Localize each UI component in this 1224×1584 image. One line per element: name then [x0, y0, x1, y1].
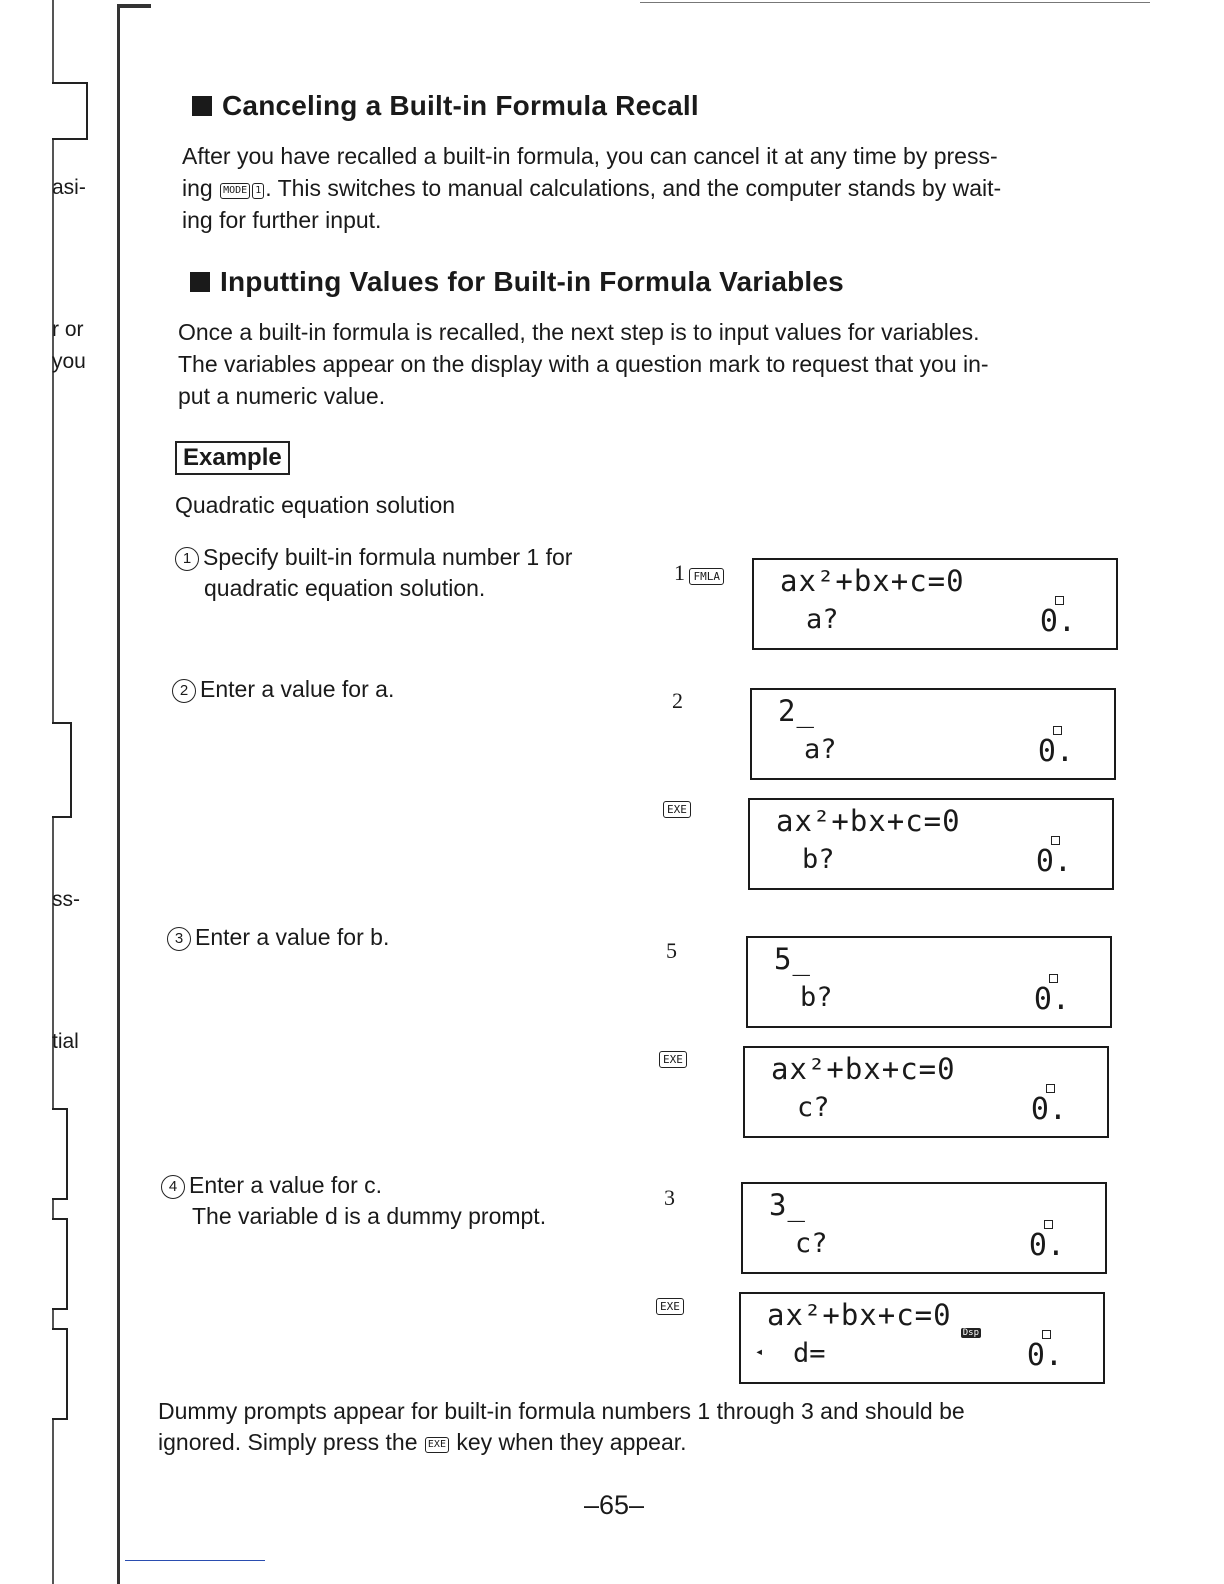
display-value: 0.	[1039, 604, 1076, 639]
section1-body	[182, 140, 1127, 236]
left-arrow-icon: ◂	[755, 1344, 764, 1360]
display-line1: ax²+bx+c=0	[776, 804, 961, 838]
lcd-display	[739, 1292, 1105, 1384]
margin-box	[52, 82, 88, 140]
display-line1: 2_	[778, 694, 815, 728]
bullet-square-icon	[190, 272, 210, 292]
step-text: Enter a value for b.	[195, 924, 390, 950]
exe-key-icon: EXE	[659, 1051, 687, 1068]
section-heading-inputting	[190, 266, 844, 298]
digit-key: 3	[664, 1185, 675, 1210]
display-line1: ax²+bx+c=0	[771, 1052, 956, 1086]
fmla-key-icon: FMLA	[689, 568, 724, 585]
digit-key: 1	[674, 560, 685, 585]
exe-key-icon: EXE	[663, 801, 691, 818]
paragraph-line: ing for further input.	[182, 207, 382, 233]
digit-key: 5	[666, 938, 677, 963]
margin-box	[52, 722, 72, 818]
paragraph-line: After you have recalled a built-in formula, you can cancel it at any time by press-	[182, 143, 998, 169]
display-line1: ax²+bx+c=0	[767, 1298, 952, 1332]
display-value: 0.	[1030, 1092, 1067, 1127]
display-line2: c?	[797, 1092, 830, 1123]
display-value: 0.	[1035, 844, 1072, 879]
lcd-display	[741, 1182, 1107, 1274]
one-key-icon: 1	[252, 183, 264, 199]
section2-body	[178, 316, 1123, 412]
section-heading-canceling	[192, 90, 699, 122]
lcd-display	[743, 1046, 1109, 1138]
binding-curl	[117, 4, 151, 8]
paragraph-line: The variables appear on the display with a question mark to request that you in-	[178, 351, 989, 377]
margin-fragment: asi-	[52, 176, 86, 199]
exe-key-icon: EXE	[656, 1298, 684, 1315]
lcd-display	[752, 558, 1118, 650]
step-text: Specify built-in formula number 1 for	[203, 544, 573, 570]
top-rule	[640, 2, 1150, 3]
margin-box	[52, 1218, 68, 1310]
step-text: Enter a value for a.	[200, 676, 395, 702]
text: . This switches to manual calculations, and the computer stands by wait-	[265, 175, 1002, 201]
dsp-indicator: Dsp	[962, 1328, 979, 1338]
key-sequence-3	[663, 800, 691, 818]
step-number: 2	[172, 679, 196, 703]
page-number: –65–	[584, 1490, 645, 1520]
digit-key: 2	[672, 688, 683, 713]
display-line1: 3_	[769, 1188, 806, 1222]
display-line2: c?	[795, 1228, 828, 1259]
step-3	[167, 922, 647, 953]
bullet-square-icon	[192, 96, 212, 116]
display-value: 0.	[1037, 734, 1074, 769]
step-4	[161, 1170, 641, 1232]
mode-key-icon: MODE	[220, 183, 250, 199]
display-line1: ax²+bx+c=0	[780, 564, 965, 598]
exe-key-icon: EXE	[425, 1437, 449, 1453]
key-sequence-7	[656, 1297, 684, 1315]
display-value: 0.	[1033, 982, 1070, 1017]
lcd-display	[746, 936, 1112, 1028]
display-line2: a?	[804, 734, 837, 765]
margin-fragment: r or	[52, 318, 84, 341]
footer-note	[158, 1396, 1118, 1458]
heading-text: Canceling a Built-in Formula Recall	[222, 90, 699, 121]
step-number: 3	[167, 927, 191, 951]
example-label: Example	[175, 441, 290, 475]
margin-box	[52, 1328, 68, 1420]
display-value: 0.	[1026, 1338, 1063, 1373]
display-value: 0.	[1028, 1228, 1065, 1263]
text: ing	[182, 175, 213, 201]
example-subtitle: Quadratic equation solution	[175, 492, 456, 518]
text: ignored. Simply press the	[158, 1429, 418, 1455]
paragraph-line: put a numeric value.	[178, 383, 386, 409]
display-line1: 5_	[774, 942, 811, 976]
margin-fragment: you	[52, 350, 86, 373]
key-sequence-1	[674, 560, 724, 586]
step-text: The variable d is a dummy prompt.	[192, 1203, 547, 1229]
margin-fragment: tial	[52, 1030, 79, 1053]
text: key when they appear.	[456, 1429, 687, 1455]
step-text: quadratic equation solution.	[204, 575, 486, 601]
binding-edge	[117, 6, 120, 1584]
paragraph-line	[182, 172, 1127, 204]
bottom-rule	[125, 1560, 265, 1561]
paragraph-line: Once a built-in formula is recalled, the next step is to input values for variables.	[178, 319, 980, 345]
heading-text: Inputting Values for Built-in Formula Variables	[220, 266, 844, 297]
margin-box	[52, 1108, 68, 1200]
key-sequence-5	[659, 1050, 687, 1068]
footer-line: Dummy prompts appear for built-in formula numbers 1 through 3 and should be	[158, 1398, 965, 1424]
display-line2: b?	[802, 844, 835, 875]
step-2	[172, 674, 652, 705]
step-number: 1	[175, 547, 199, 571]
display-line2: b?	[800, 982, 833, 1013]
step-number: 4	[161, 1175, 185, 1199]
lcd-display	[750, 688, 1116, 780]
step-1	[175, 542, 655, 604]
step-text: Enter a value for c.	[189, 1172, 383, 1198]
display-line2: a?	[806, 604, 839, 635]
margin-fragment: ss-	[52, 888, 80, 911]
display-line2: d=	[793, 1338, 826, 1369]
lcd-display	[748, 798, 1114, 890]
footer-line	[158, 1427, 1118, 1458]
